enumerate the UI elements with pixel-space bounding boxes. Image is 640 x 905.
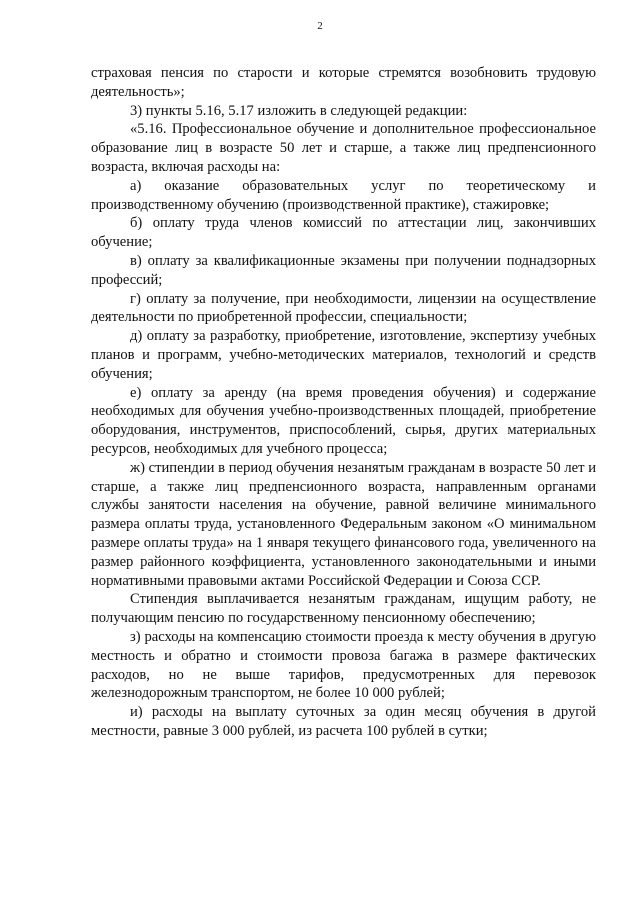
page-number: 2 [317, 20, 323, 32]
paragraph-item-3: 3) пункты 5.16, 5.17 изложить в следующей редакции: [130, 102, 468, 119]
paragraph-subitem-z: з) расходы на компенсацию стоимости проезда к месту обучения в другую местность и обратно и стоимости провоза багажа в размере фактических расходов, но не выше тарифов, предусмотренных для перевозок железнодорожным транспортом, не более 10 000 рублей; [91, 628, 596, 702]
paragraph-subitem-e: е) оплату за аренду (на время проведения обучения) и содержание необходимых для обучения учебно-производственных площадей, приобретение оборудования, инструментов, приспособлений, сырья, других материальных ресурсов, необходимых для учебного процесса; [91, 384, 596, 457]
paragraph-continuation: страховая пенсия по старости и которые стремятся возобновить трудовую деятельность»; [91, 65, 596, 100]
paragraph-subitem-d: д) оплату за разработку, приобретение, изготовление, экспертизу учебных планов и программ, учебно-методических материалов, технологий и средств обучения; [91, 328, 596, 382]
paragraph-subitem-i: и) расходы на выплату суточных за один месяц обучения в другой местности, равные 3 000 рублей, из расчета 100 рублей в сутки; [91, 704, 596, 739]
paragraph-stipend-note: Стипендия выплачивается незанятым гражданам, ищущим работу, не получающим пенсию по государственному пенсионному обеспечению; [91, 591, 596, 627]
document-body [91, 64, 596, 741]
paragraph-subitem-b: б) оплату труда членов комиссий по аттестации лиц, закончивших обучение; [91, 215, 596, 251]
paragraph-subitem-a: а) оказание образовательных услуг по теоретическому и производственному обучению (производственной практике), стажировке; [91, 177, 596, 213]
paragraph-subitem-g: г) оплату за получение, при необходимости, лицензии на осуществление деятельности по приобретенной профессии, специальности; [91, 290, 596, 326]
paragraph-clause-5-16: «5.16. Профессиональное обучение и дополнительное профессиональное образование лиц в возрасте 50 лет и старше, а также лиц предпенсионного возраста, включая расходы на: [91, 121, 596, 175]
paragraph-subitem-v: в) оплату за квалификационные экзамены при получении поднадзорных профессий; [91, 252, 596, 288]
paragraph-subitem-zh: ж) стипендии в период обучения незанятым гражданам в возрасте 50 лет и старше, а также лиц предпенсионного возраста, направленным органами службы занятости населения на обучение, равной величине минимального размера оплаты труда, установленного Федеральным законом «О минимальном размере оплаты труда» на 1 января текущего финансового года, увеличенного на размер районного коэффициента, установленного законодательными и иными нормативными правовыми актами Российской Федерации и Союза ССР. [91, 459, 596, 589]
